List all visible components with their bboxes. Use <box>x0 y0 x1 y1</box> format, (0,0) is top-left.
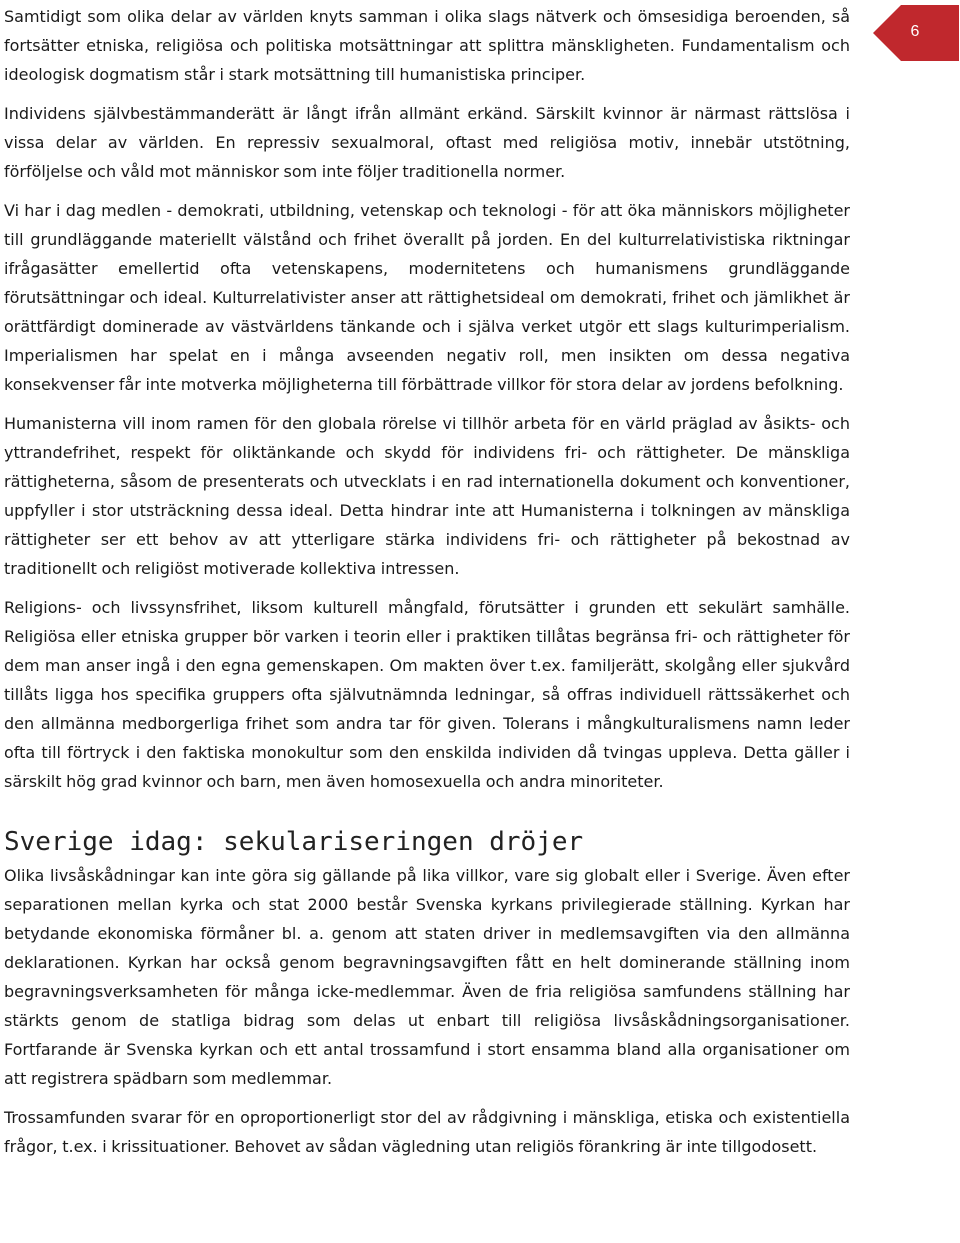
paragraph-3: Vi har i dag medlen - demokrati, utbildning, vetenskap och teknologi - för att öka människors möjligheter till grundläggande materiellt välstånd och frihet överallt på jorden. En del kulturrelativistiska riktningar ifrågasätter emellertid ofta vetenskapens, modernitetens och humanismens grundläggande förutsättningar och ideal. Kulturrelativister anser att rättighetsideal om demokrati, frihet och jämlikhet är orättfärdigt dominerade av västvärldens tänkande och i själva verket utgör ett slags kulturimperialism. Imperialismen har spelat en i många avseenden negativ roll, men insikten om dessa negativa konsekvenser får inte motverka möjligheterna till förbättrade villkor för stora delar av jordens befolkning. <box>4 201 850 394</box>
section-heading: Sverige idag: sekulariseringen dröjer <box>4 827 584 857</box>
paragraph-2: Individens självbestämmanderätt är långt ifrån allmänt erkänd. Särskilt kvinnor är närmast rättslösa i vissa delar av världen. En repressiv sexualmoral, oftast med religiösa motiv, innebär utstötning, förföljelse och våld mot människor som inte följer traditionella normer. <box>4 104 850 181</box>
page-number: 6 <box>910 23 920 40</box>
section-paragraph-2: Trossamfunden svarar för en oproportionerligt stor del av rådgivning i mänskliga, etiska och existentiella frågor, t.ex. i krissituationer. Behovet av sådan vägledning utan religiös förankring är inte tillgodosett. <box>4 1108 850 1156</box>
paragraph-1: Samtidigt som olika delar av världen knyts samman i olika slags nätverk och ömsesidiga beroenden, så fortsätter etniska, religiösa och politiska motsättningar att splittra mänskligheten. Fundamentalism och ideologisk dogmatism står i stark motsättning till humanistiska principer. <box>4 7 850 84</box>
paragraph-5: Religions- och livssynsfrihet, liksom kulturell mångfald, förutsätter i grunden ett sekulärt samhälle. Religiösa eller etniska grupper bör varken i teorin eller i praktiken tillåtas begränsa fri- och rättigheter för dem man anser ingå i den egna gemenskapen. Om makten över t.ex. familjerätt, skolgång eller sjukvård tillåts ligga hos specifika gruppers ofta självutnämnda ledningar, så offras individuell rättssäkerhet och den allmänna medborgerliga frihet som andra tar för given. Tolerans i mångkulturalismens namn leder ofta till förtryck i den faktiska monokultur som den enskilda individen då tvingas uppleva. Detta gäller i särskilt hög grad kvinnor och barn, men även homosexuella och andra minoriteter. <box>4 598 850 791</box>
paragraph-4: Humanisterna vill inom ramen för den globala rörelse vi tillhör arbeta för en värld präglad av åsikts- och yttrandefrihet, respekt för oliktänkande och skydd för individens fri- och rättigheter. De mänskliga rättigheterna, såsom de presenterats och utvecklats i en rad internationella dokument och konventioner, uppfyller i stor utsträckning dessa ideal. Detta hindrar inte att Humanisterna i tolkningen av mänskliga rättigheter ser ett behov av att ytterligare stärka individens fri- och rättigheter på bekostnad av traditionellt och religiöst motiverade kollektiva intressen. <box>4 414 850 578</box>
document-body <box>4 0 850 1161</box>
section-paragraph-1: Olika livsåskådningar kan inte göra sig gällande på lika villkor, vare sig globalt eller i Sverige. Även efter separationen mellan kyrka och stat 2000 består Svenska kyrkans privilegierade ställning. Kyrkan har betydande ekonomiska förmåner bl. a. genom att staten driver in medlemsavgiften via den allmänna deklarationen. Kyrkan har också genom begravningsavgiften fått en helt dominerande ställning inom begravningsverksamheten för många icke-medlemmar. Även de fria religiösa samfundens ställning har stärkts genom de statliga bidrag som delas ut enbart till religiösa livsåskådningsorganisationer. Fortfarande är Svenska kyrkan och ett antal trossamfund i stort ensamma bland alla organisationer om att registrera spädbarn som medlemmar. <box>4 866 850 1088</box>
